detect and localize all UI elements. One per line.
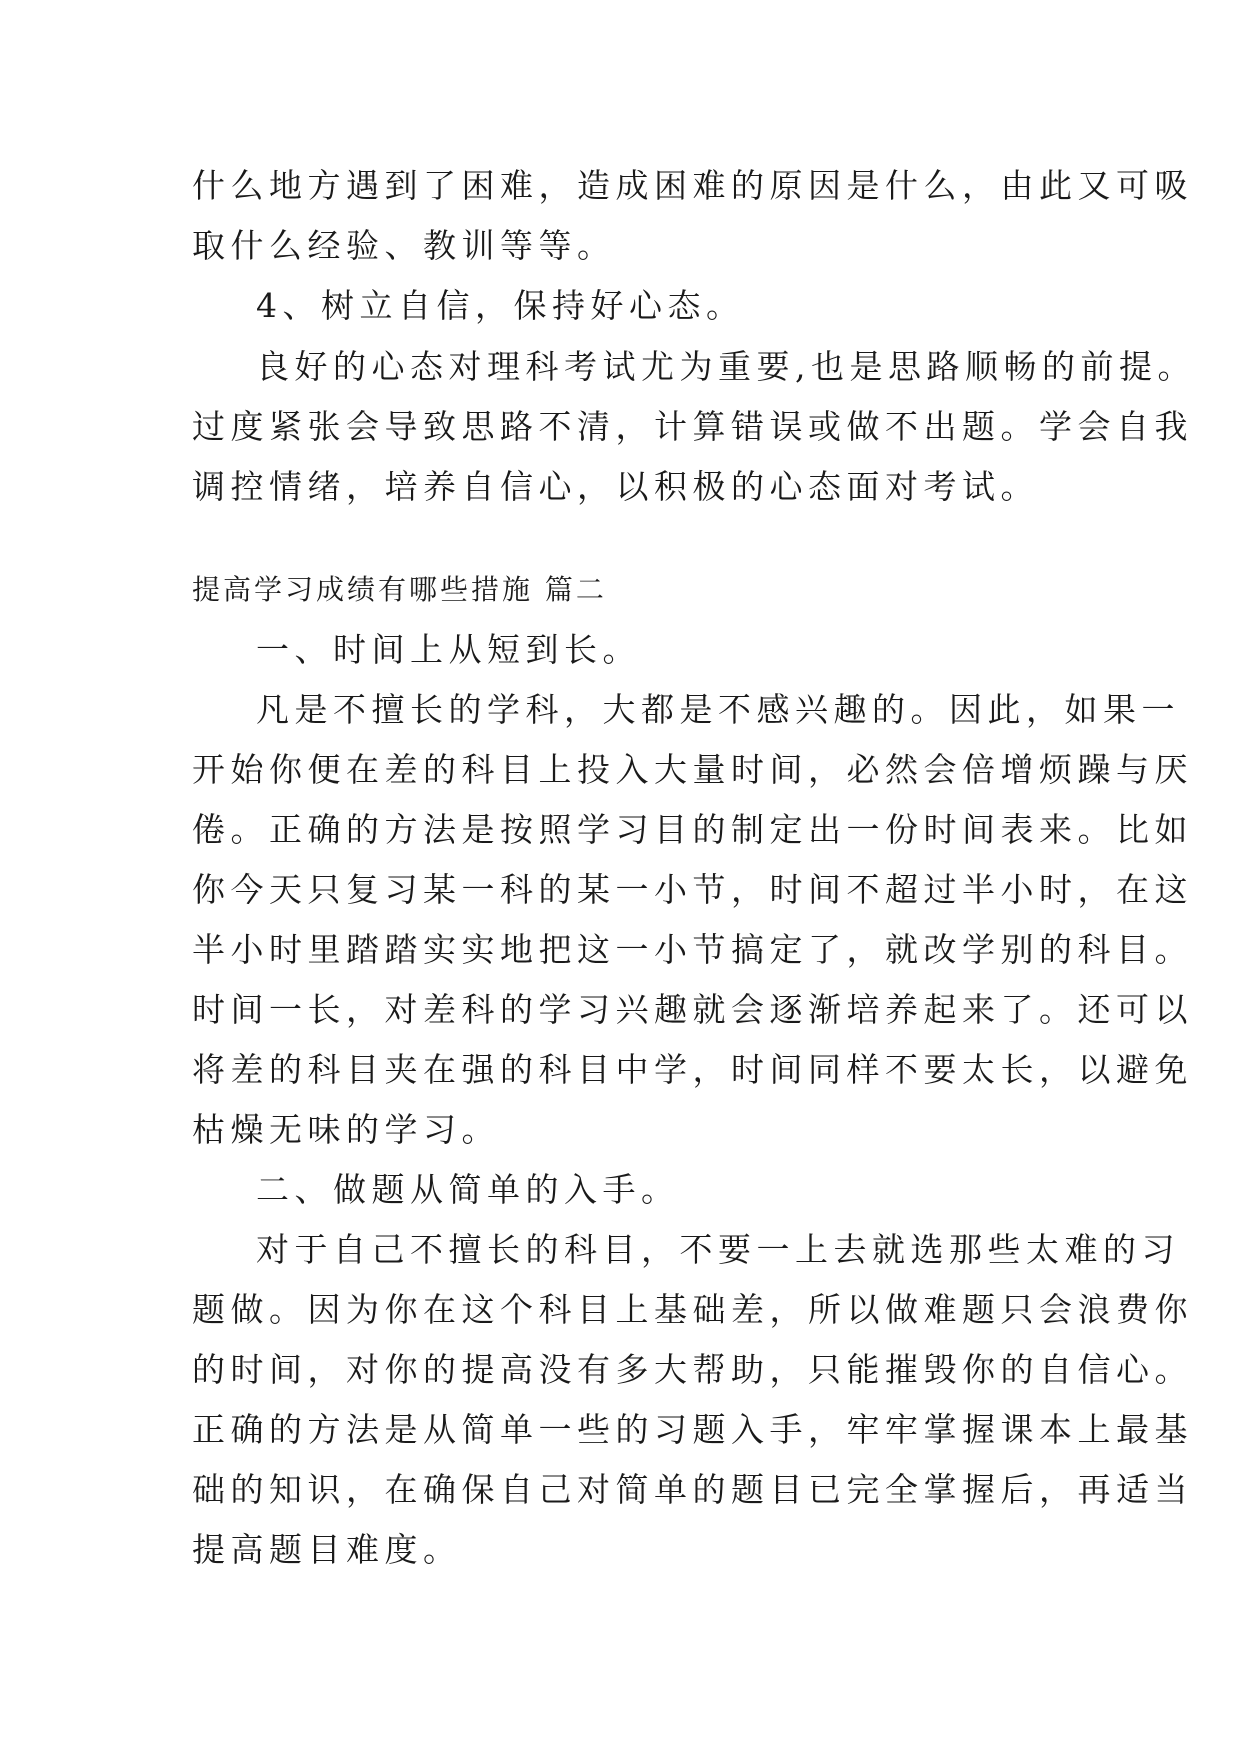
paragraph-line: 良好的心态对理科考试尤为重要,也是思路顺畅的前提。: [256, 347, 1196, 386]
list-item-heading: 一、时间上从短到长。: [256, 630, 641, 669]
list-item-heading: 4、树立自信，保持好心态。: [256, 286, 745, 325]
paragraph-line: 调控情绪，培养自信心，以积极的心态面对考试。: [192, 467, 1039, 506]
paragraph-line: 提高题目难度。: [192, 1530, 462, 1569]
paragraph-line: 过度紧张会导致思路不清，计算错误或做不出题。学会自我: [192, 407, 1193, 446]
paragraph-line: 凡是不擅长的学科，大都是不感兴趣的。因此，如果一: [256, 690, 1180, 729]
paragraph-line: 半小时里踏踏实实地把这一小节搞定了，就改学别的科目。: [192, 930, 1193, 969]
list-item-heading: 二、做题从简单的入手。: [256, 1170, 680, 1209]
paragraph-line: 题做。因为你在这个科目上基础差，所以做难题只会浪费你: [192, 1290, 1193, 1329]
paragraph-line: 倦。正确的方法是按照学习目的制定出一份时间表来。比如: [192, 810, 1193, 849]
paragraph-line: 的时间，对你的提高没有多大帮助，只能摧毁你的自信心。: [192, 1350, 1193, 1389]
paragraph-line: 取什么经验、教训等等。: [192, 226, 616, 265]
paragraph-line: 础的知识，在确保自己对简单的题目已完全掌握后，再适当: [192, 1470, 1193, 1509]
section-heading: 提高学习成绩有哪些措施 篇二: [192, 573, 607, 606]
paragraph-line: 枯燥无味的学习。: [192, 1110, 500, 1149]
paragraph-line: 将差的科目夹在强的科目中学，时间同样不要太长，以避免: [192, 1050, 1193, 1089]
paragraph-line: 时间一长，对差科的学习兴趣就会逐渐培养起来了。还可以: [192, 990, 1193, 1029]
paragraph-line: 开始你便在差的科目上投入大量时间，必然会倍增烦躁与厌: [192, 750, 1193, 789]
paragraph-line: 什么地方遇到了困难，造成困难的原因是什么，由此又可吸: [192, 166, 1193, 205]
paragraph-line: 对于自己不擅长的科目，不要一上去就选那些太难的习: [256, 1230, 1180, 1269]
paragraph-line: 正确的方法是从简单一些的习题入手，牢牢掌握课本上最基: [192, 1410, 1193, 1449]
paragraph-line: 你今天只复习某一科的某一小节，时间不超过半小时，在这: [192, 870, 1193, 909]
